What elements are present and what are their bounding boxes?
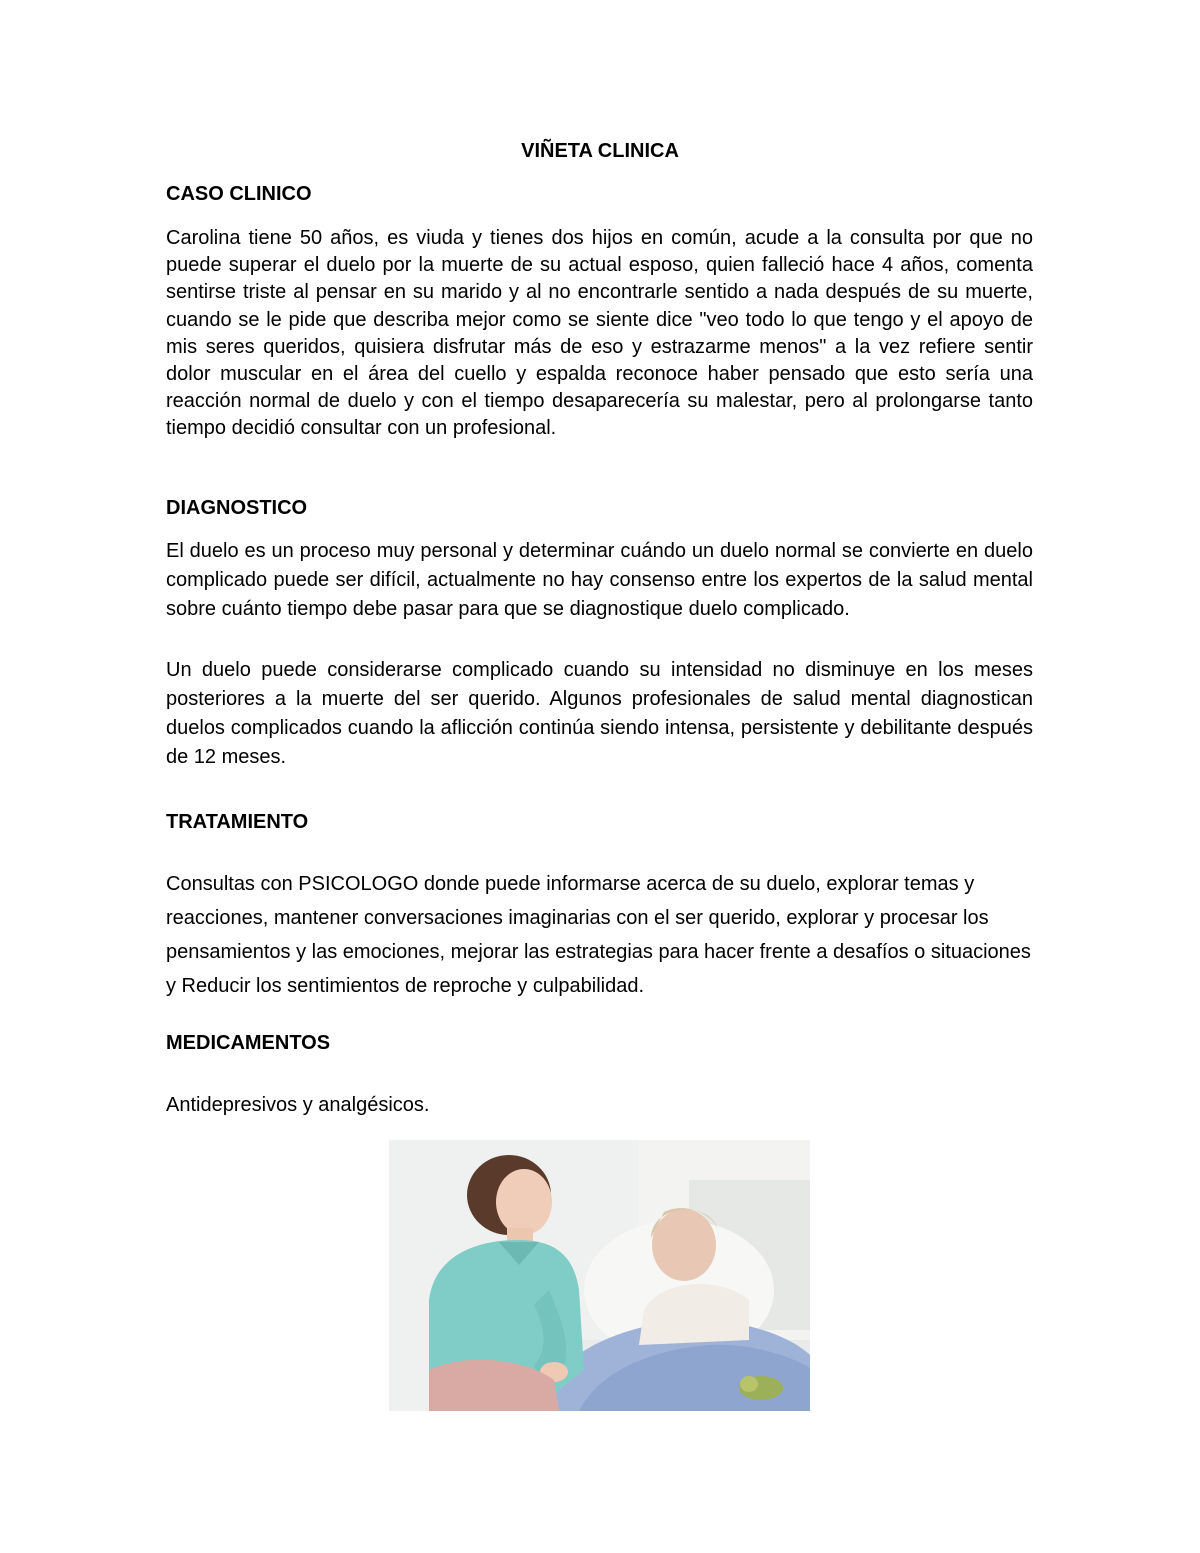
illustration-photo — [389, 1140, 810, 1411]
paragraph-diagnostico-1: El duelo es un proceso muy personal y determinar cuándo un duelo normal se convierte en duelo complicado puede ser difícil, actualmente no hay consenso entre los expertos de la salud mental sobre cuánto tiempo debe pasar para que se diagnostique duelo complicado. — [166, 540, 1033, 620]
photo-drawing — [389, 1140, 810, 1411]
paragraph-tratamiento: Consultas con PSICOLOGO donde puede informarse acerca de su duelo, explorar temas y reacciones, mantener conversaciones imaginarias con el ser querido, explorar y procesar los pensamientos y las emociones, mejorar las estrategias para hacer frente a desafíos o situaciones y Reducir los sentimientos de reproche y culpabilidad. — [166, 873, 1031, 997]
heading-medicamentos: MEDICAMENTOS — [166, 1032, 331, 1054]
paragraph-diagnostico-2: Un duelo puede considerarse complicado cuando su intensidad no disminuye en los meses posteriores a la muerte del ser querido. Algunos profesionales de salud mental diagnostican duelos complicados cuando la aflicción continúa siendo intensa, persistente y debilitante después de 12 meses. — [166, 659, 1033, 768]
paragraph-medicamentos: Antidepresivos y analgésicos. — [166, 1094, 430, 1116]
heading-diagnostico: DIAGNOSTICO — [166, 497, 308, 519]
heading-tratamiento: TRATAMIENTO — [166, 811, 309, 833]
heading-caso-clinico: CASO CLINICO — [166, 183, 312, 205]
document-title: VIÑETA CLINICA — [521, 140, 679, 162]
paragraph-caso-clinico: Carolina tiene 50 años, es viuda y tienes dos hijos en común, acude a la consulta por que no puede superar el duelo por la muerte de su actual esposo, quien falleció hace 4 años, comenta sentirse triste al pensar en su marido y al no encontrarle sentido a nada después de su muerte, cuando se le pide que describa mejor como se siente dice "veo todo lo que tengo y el apoyo de mis seres queridos, quisiera disfrutar más de eso y estrazarme menos" a la vez refiere sentir dolor muscular en el área del cuello y espalda reconoce haber pensado que esto sería una reacción normal de duelo y con el tiempo desaparecería su malestar, pero al prolongarse tanto tiempo decidió consultar con un profesional. — [166, 227, 1033, 440]
